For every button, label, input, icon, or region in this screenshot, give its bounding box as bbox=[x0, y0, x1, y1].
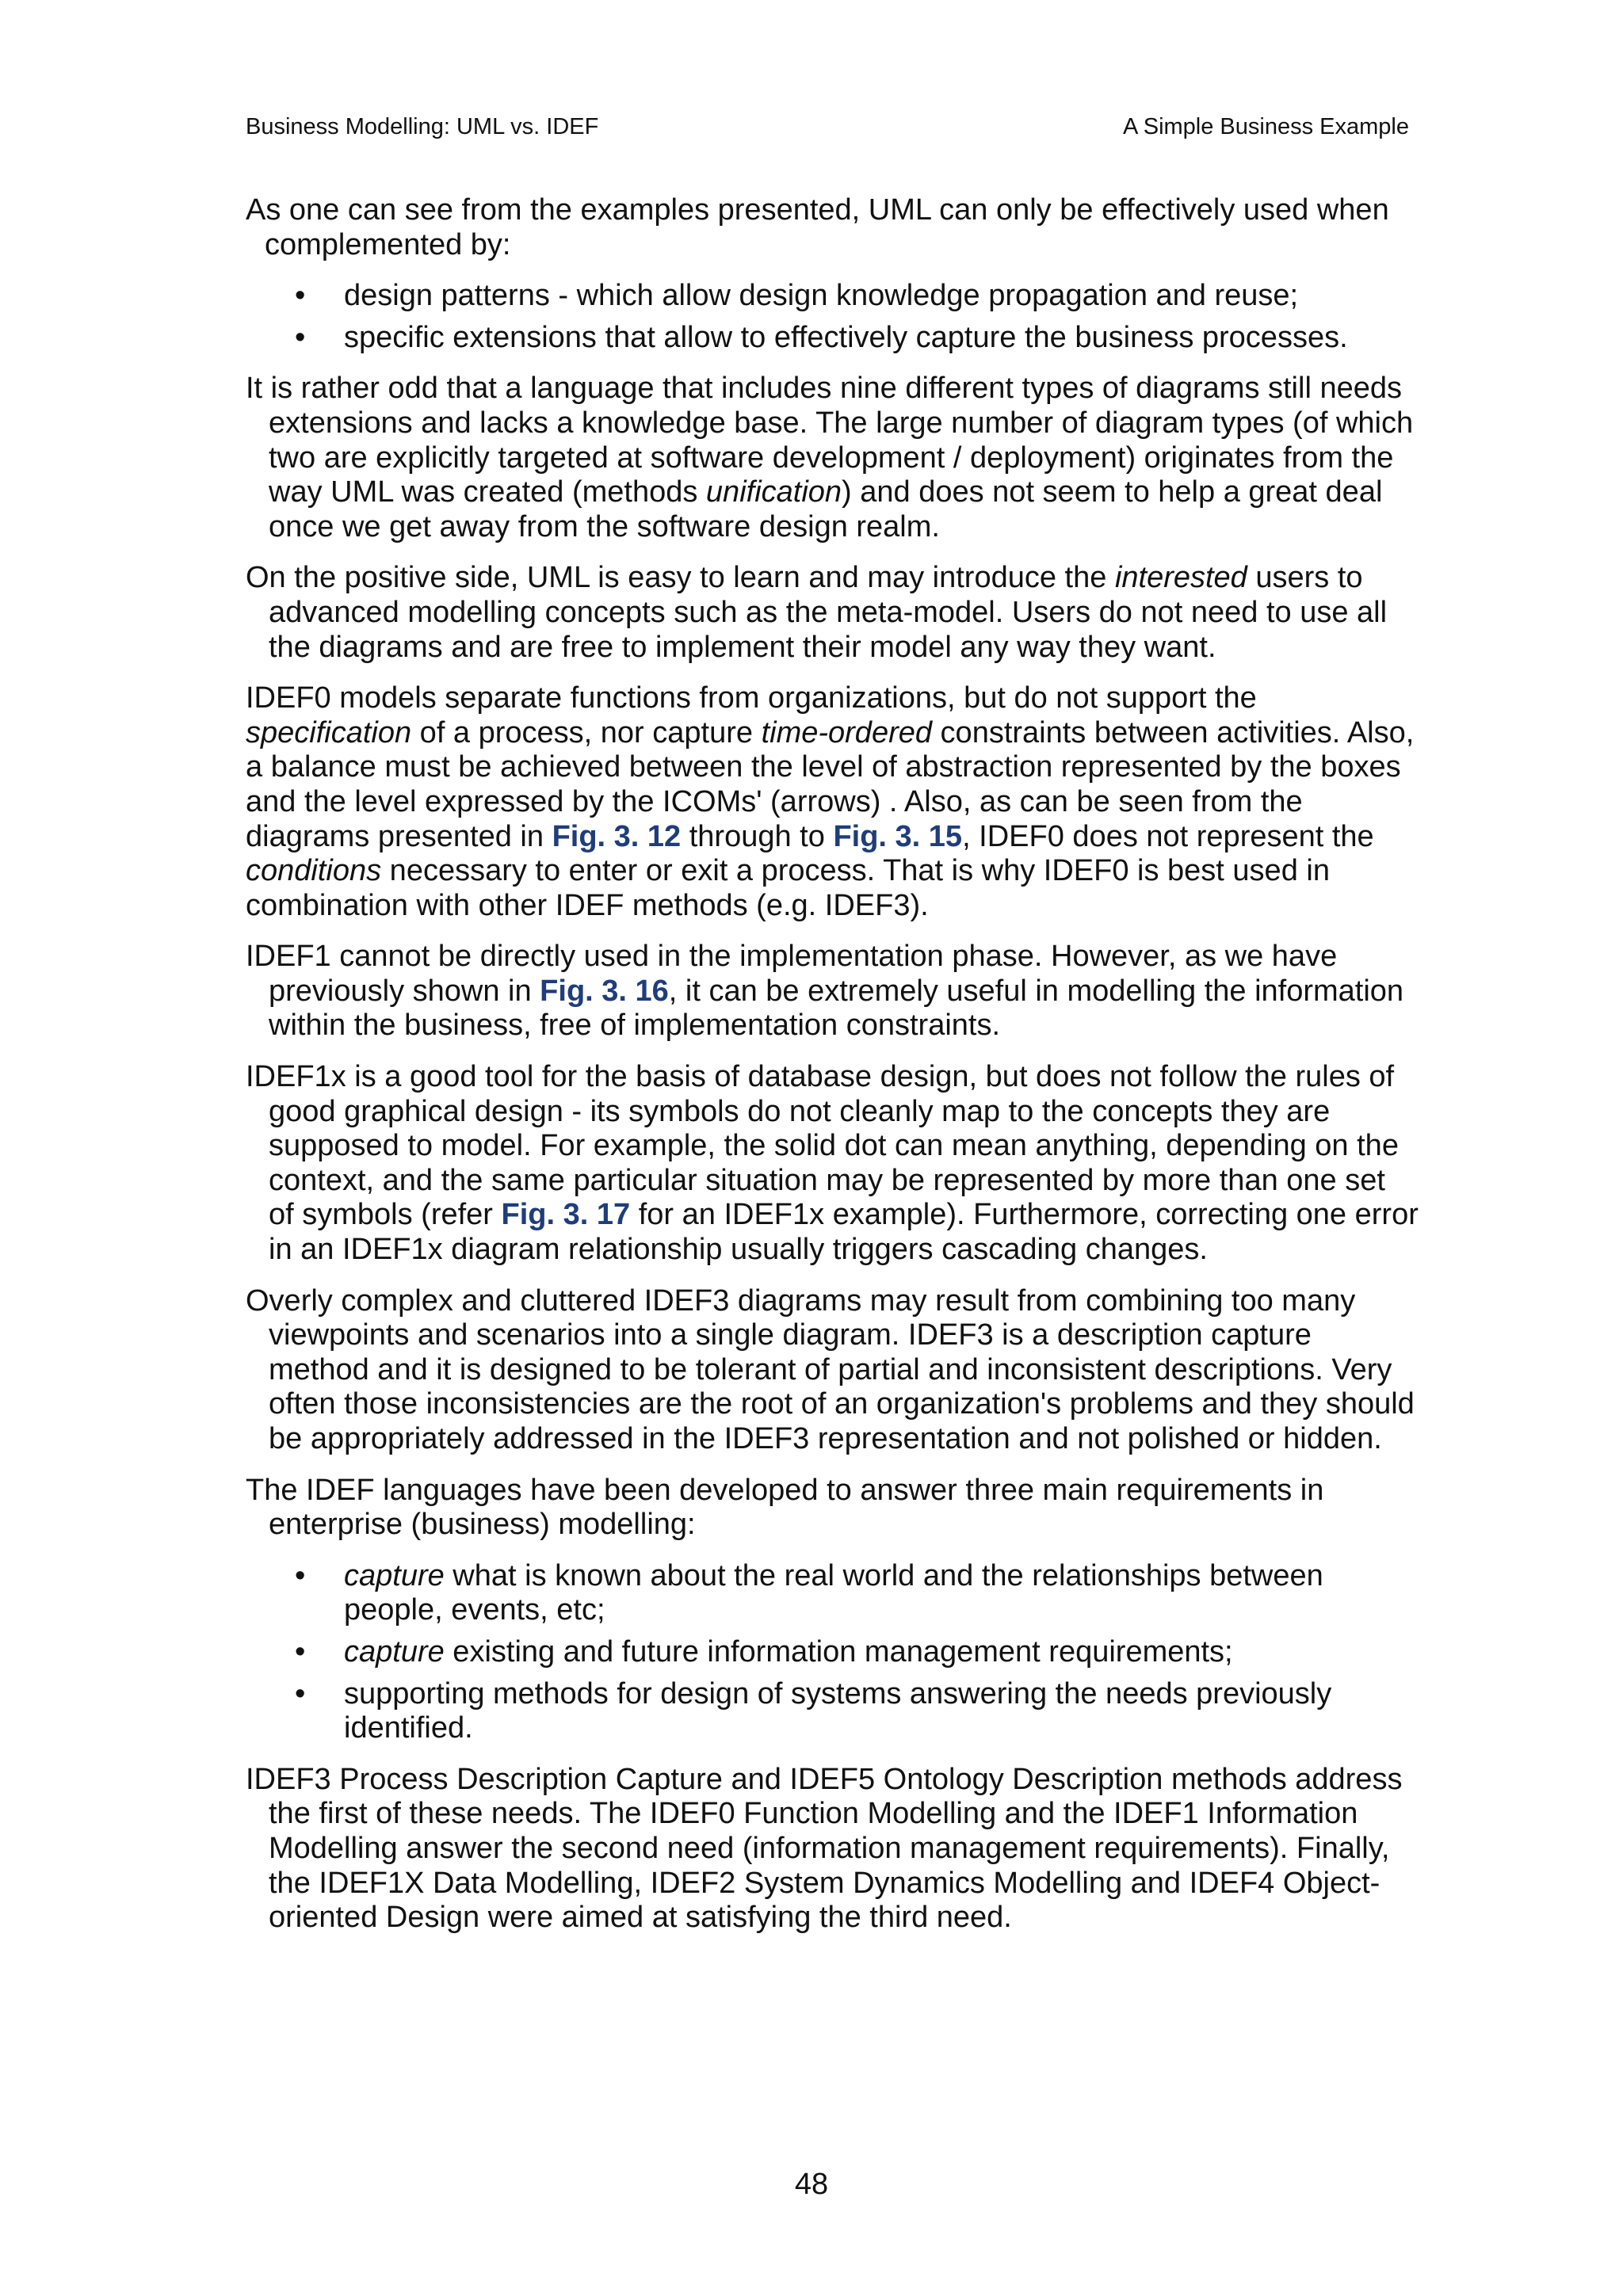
list-item-text: specific extensions that allow to effectively capture the business processes. bbox=[344, 320, 1348, 354]
page-number: 48 bbox=[794, 2168, 829, 2201]
running-header bbox=[246, 114, 1409, 146]
emphasis-text: interested bbox=[1114, 561, 1247, 595]
paragraph-uml-odd: It is rather odd that a language that includes nine different types of diagrams still needs extensions and lacks a knowledge base. The large number of diagram types (of which two are explicitly targeted at software development / deployment) originates from the way UML was created (methods unification) and does not seem to help a great deal once we get away from the software design realm. bbox=[246, 372, 1414, 543]
paragraph-idef-requirements: The IDEF languages have been developed to answer three main requirements in enterprise (business) modelling: bbox=[246, 1473, 1324, 1542]
list-item: • capture existing and future information management requirements; bbox=[295, 1634, 1233, 1669]
list-item bbox=[246, 321, 1419, 356]
list-item: • capture what is known about the real world and the relationships between people, events, etc; bbox=[295, 1558, 1323, 1627]
emphasis-text: specification bbox=[246, 715, 412, 749]
emphasis-text: conditions bbox=[246, 854, 382, 888]
bullet-icon: • bbox=[295, 1676, 306, 1711]
paragraph-uml-complement: As one can see from the examples presented, UML can only be effectively used when complemented by: bbox=[246, 193, 1389, 261]
paragraph-idef1x: IDEF1x is a good tool for the basis of database design, but does not follow the rules of good graphical design - its symbols do not cleanly map to the concepts they are supposed to model. For example, the solid dot can mean anything, depending on the context, and the same particular situation may be represented by more than one set of symbols (refer Fig. 3. 17 for an IDEF1x example). Furthermore, correcting one error in an IDEF1x diagram relationship usually triggers cascading changes. bbox=[246, 1060, 1419, 1267]
emphasis-text: time-ordered bbox=[761, 715, 932, 749]
figure-reference-link[interactable]: Fig. 3. 16 bbox=[540, 974, 669, 1008]
header-right-section: A Simple Business Example bbox=[1122, 114, 1409, 139]
figure-reference-link[interactable]: Fig. 3. 12 bbox=[552, 819, 682, 853]
header-left-title: Business Modelling: UML vs. IDEF bbox=[246, 114, 599, 139]
figure-reference-link[interactable]: Fig. 3. 17 bbox=[501, 1198, 631, 1232]
paragraph-idef-methods: IDEF3 Process Description Capture and IDEF5 Ontology Description methods address the first of these needs. The IDEF0 Function Modelling and the IDEF1 Information Modelling answer the second need (information management requirements). Finally, the IDEF1X Data Modelling, IDEF2 System Dynamics Modelling and IDEF4 Object-oriented Design were aimed at satisfying the third need. bbox=[246, 1762, 1403, 1935]
paragraph-idef0: IDEF0 models separate functions from organizations, but do not support the specification of a process, nor capture time-ordered constraints between activities. Also, a balance must be achieved between the level of abstraction represented by the boxes and the level expressed by the ICOMs' (arrows) . Also, as can be seen from the diagrams presented in Fig. 3. 12 through to Fig. 3. 15, IDEF0 does not represent the conditions necessary to enter or exit a process. That is why IDEF0 is best used in combination with other IDEF methods (e.g. IDEF3). bbox=[246, 681, 1415, 922]
emphasis-text: capture bbox=[344, 1634, 445, 1669]
emphasis-text: capture bbox=[344, 1558, 445, 1592]
bullet-list-uml bbox=[246, 279, 1419, 355]
bullet-icon: • bbox=[295, 279, 306, 313]
figure-reference-link[interactable]: Fig. 3. 15 bbox=[833, 819, 963, 853]
list-item-text: design patterns - which allow design knowledge propagation and reuse; bbox=[344, 279, 1299, 313]
list-item bbox=[246, 279, 1419, 314]
body-text bbox=[246, 193, 1419, 1952]
list-item: • supporting methods for design of systems answering the needs previously identified. bbox=[295, 1676, 1332, 1745]
paragraph-idef3: Overly complex and cluttered IDEF3 diagrams may result from combining too many viewpoints and scenarios into a single diagram. IDEF3 is a description capture method and it is designed to be tolerant of partial and inconsistent descriptions. Very often those inconsistencies are the root of an organization's problems and they should be appropriately addressed in the IDEF3 representation and not polished or hidden. bbox=[246, 1283, 1415, 1455]
bullet-icon: • bbox=[295, 1558, 306, 1592]
emphasis-text: unification bbox=[705, 475, 842, 509]
paragraph-uml-positive: On the positive side, UML is easy to learn and may introduce the interested users to advanced modelling concepts such as the meta-model. Users do not need to use all the diagrams and are free to implement their model any way they want. bbox=[246, 561, 1388, 664]
bullet-icon: • bbox=[295, 320, 306, 354]
bullet-icon: • bbox=[295, 1634, 306, 1669]
bullet-list-requirements bbox=[246, 1559, 1419, 1746]
paragraph-idef1: IDEF1 cannot be directly used in the implementation phase. However, as we have previously shown in Fig. 3. 16, it can be extremely useful in modelling the information within the business, free of implementation constraints. bbox=[246, 940, 1404, 1043]
